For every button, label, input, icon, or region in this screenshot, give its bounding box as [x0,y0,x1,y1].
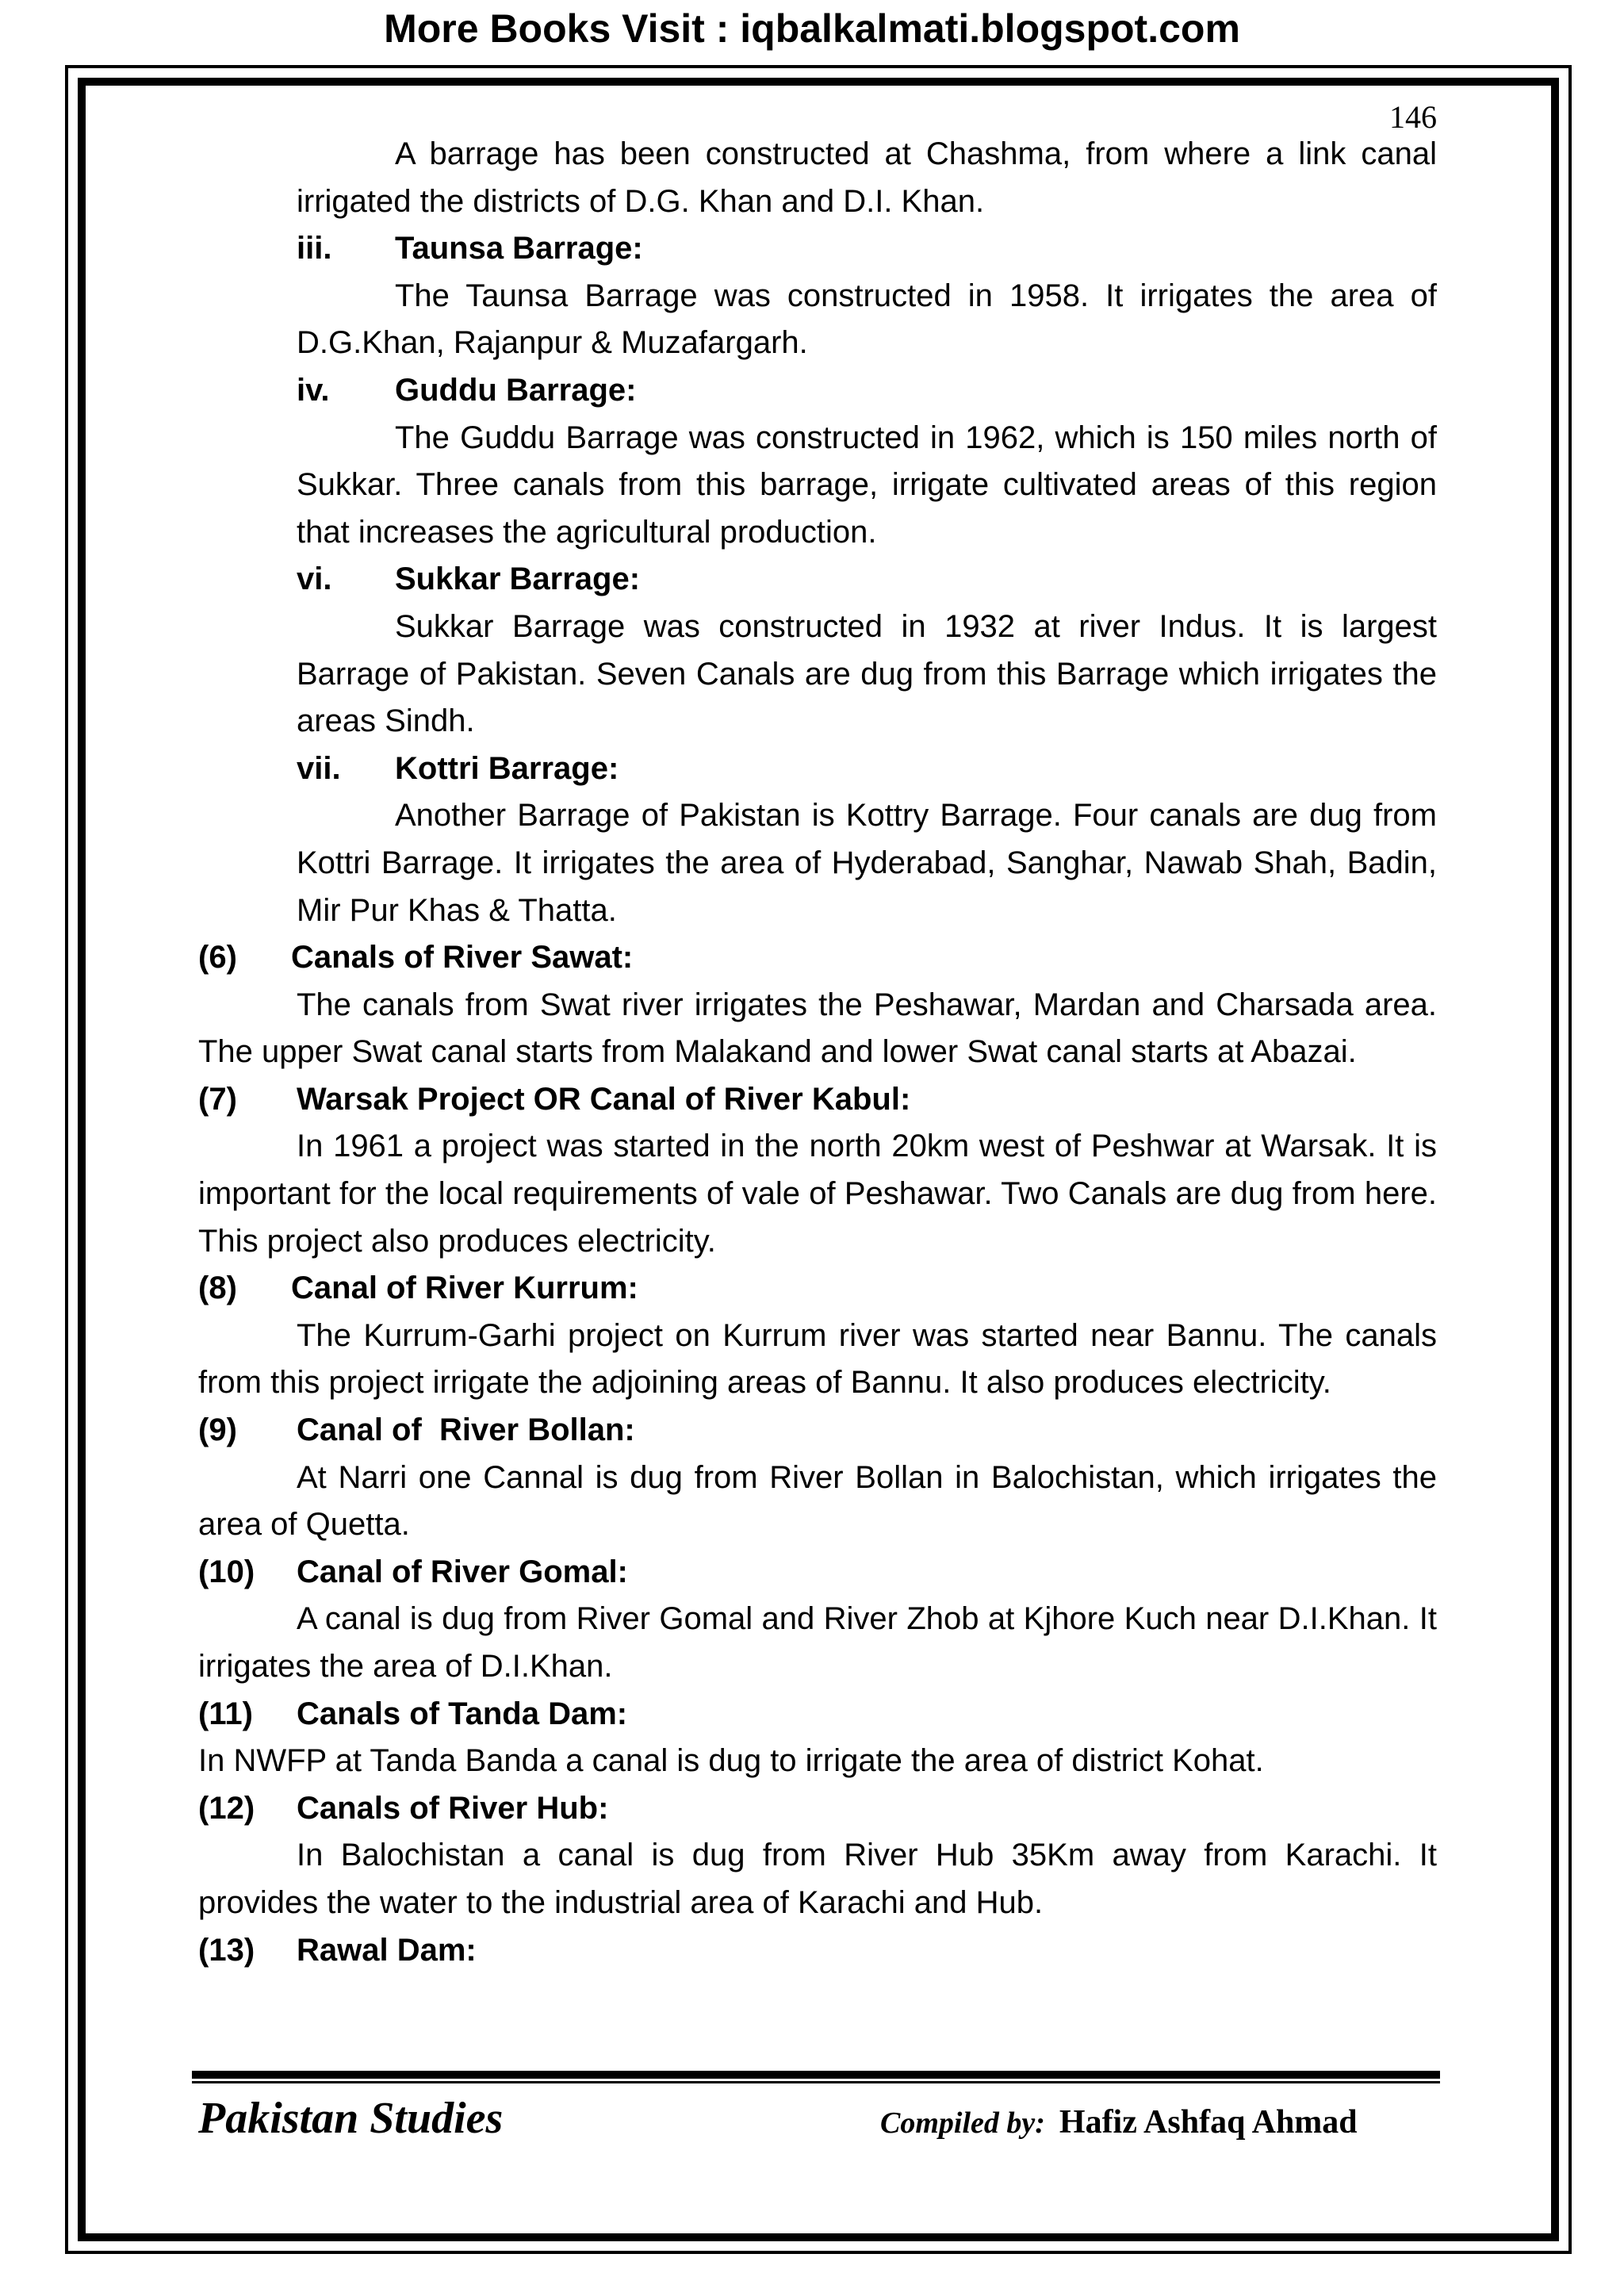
heading-text: Sukkar Barrage: [395,562,641,597]
heading-text: Canal of River Gomal: [297,1554,628,1589]
heading-canals-river-hub [198,1785,1437,1833]
paragraph-kottri: Another Barrage of Pakistan is Kottry Barrage. Four canals are dug from Kottri Barrage. It irrigates the area of Hyderabad, Sanghar, Nawab Shah, Badin, Mir Pur Khas & Thatta. [297,798,1437,928]
heading-text: Canals of River Hub: [297,1790,609,1826]
heading-sukkar-barrage [198,556,1437,604]
section-number: (8) [198,1271,237,1306]
heading-canal-river-bollan [198,1407,1437,1455]
footer-book-title: Pakistan Studies [198,2094,504,2143]
author-name: Hafiz Ashfaq Ahmad [1059,2104,1358,2141]
heading-text: Taunsa Barrage: [395,231,643,266]
page-body [198,131,1437,1974]
heading-text: Warsak Project OR Canal of River Kabul: [297,1081,911,1117]
heading-kottri-barrage [198,746,1437,793]
section-number: (6) [198,940,237,976]
heading-text: Canal of River Kurrum: [291,1271,638,1306]
item-number: iii. [297,231,332,266]
heading-canals-river-sawat [198,934,1437,982]
heading-text: Guddu Barrage: [395,372,637,408]
paragraph-guddu: The Guddu Barrage was constructed in 1962, which is 150 miles north of Sukkar. Three canals from this barrage, irrigate cultivated areas of this region that increases the agricultural production. [297,420,1437,550]
footer-rule-thick [192,2071,1440,2079]
heading-text: Canal of River Bollan: [297,1412,635,1448]
section-number: (12) [198,1790,255,1826]
heading-taunsa-barrage [198,225,1437,273]
item-number: vii. [297,750,341,786]
paragraph-chashma: A barrage has been constructed at Chashma, from where a link canal irrigated the districts of D.G. Khan and D.I. Khan. [297,136,1437,219]
heading-canal-river-gomal [198,1549,1437,1596]
paragraph-sukkar: Sukkar Barrage was constructed in 1932 at river Indus. It is largest Barrage of Pakistan. Seven Canals are dug from this Barrage which irrigates the areas Sindh. [297,608,1437,739]
heading-text: Canals of River Sawat: [291,940,634,976]
paragraph-kurrum: The Kurrum-Garhi project on Kurrum river was started near Bannu. The canals from this project irrigate the adjoining areas of Bannu. It also produces electricity. [198,1317,1437,1401]
item-number: iv. [297,372,330,408]
heading-text: Kottri Barrage: [395,750,619,786]
section-number: (7) [198,1081,237,1117]
paragraph-tanda: In NWFP at Tanda Banda a canal is dug to irrigate the area of district Kohat. [198,1743,1264,1779]
heading-rawal-dam [198,1927,1437,1975]
section-number: (10) [198,1554,255,1589]
heading-text: Rawal Dam: [297,1932,477,1968]
paragraph-hub: In Balochistan a canal is dug from River Hub 35Km away from Karachi. It provides the water to the industrial area of Karachi and Hub. [198,1838,1437,1920]
section-number: (11) [198,1696,253,1731]
heading-guddu-barrage [198,367,1437,415]
heading-text: Canals of Tanda Dam: [297,1696,628,1731]
paragraph-warsak: In 1961 a project was started in the north 20km west of Peshwar at Warsak. It is important for the local requirements of vale of Peshawar. Two Canals are dug from here. This project also produces electricity. [198,1129,1437,1259]
footer-rule-thin [192,2081,1440,2083]
heading-warsak-project [198,1076,1437,1124]
item-number: vi. [297,562,332,597]
paragraph-sawat: The canals from Swat river irrigates the Peshawar, Mardan and Charsada area. The upper Swat canal starts from Malakand and lower Swat canal starts at Abazai. [198,987,1437,1070]
page-number: 146 [1389,99,1437,135]
paragraph-gomal: A canal is dug from River Gomal and River Zhob at Kjhore Kuch near D.I.Khan. It irrigates the area of D.I.Khan. [198,1601,1437,1684]
paragraph-bollan: At Narri one Cannal is dug from River Bollan in Balochistan, which irrigates the area of Quetta. [198,1459,1437,1543]
paragraph-taunsa: The Taunsa Barrage was constructed in 1958. It irrigates the area of D.G.Khan, Rajanpur & Muzafargarh. [297,278,1437,361]
heading-canals-tanda-dam [198,1691,1437,1738]
heading-canal-river-kurrum [198,1265,1437,1313]
header-banner: More Books Visit : iqbalkalmati.blogspot.com [384,6,1240,51]
footer-credit [880,2100,1388,2152]
section-number: (9) [198,1412,237,1448]
compiled-by-label: Compiled by: [880,2106,1045,2140]
section-number: (13) [198,1932,255,1968]
